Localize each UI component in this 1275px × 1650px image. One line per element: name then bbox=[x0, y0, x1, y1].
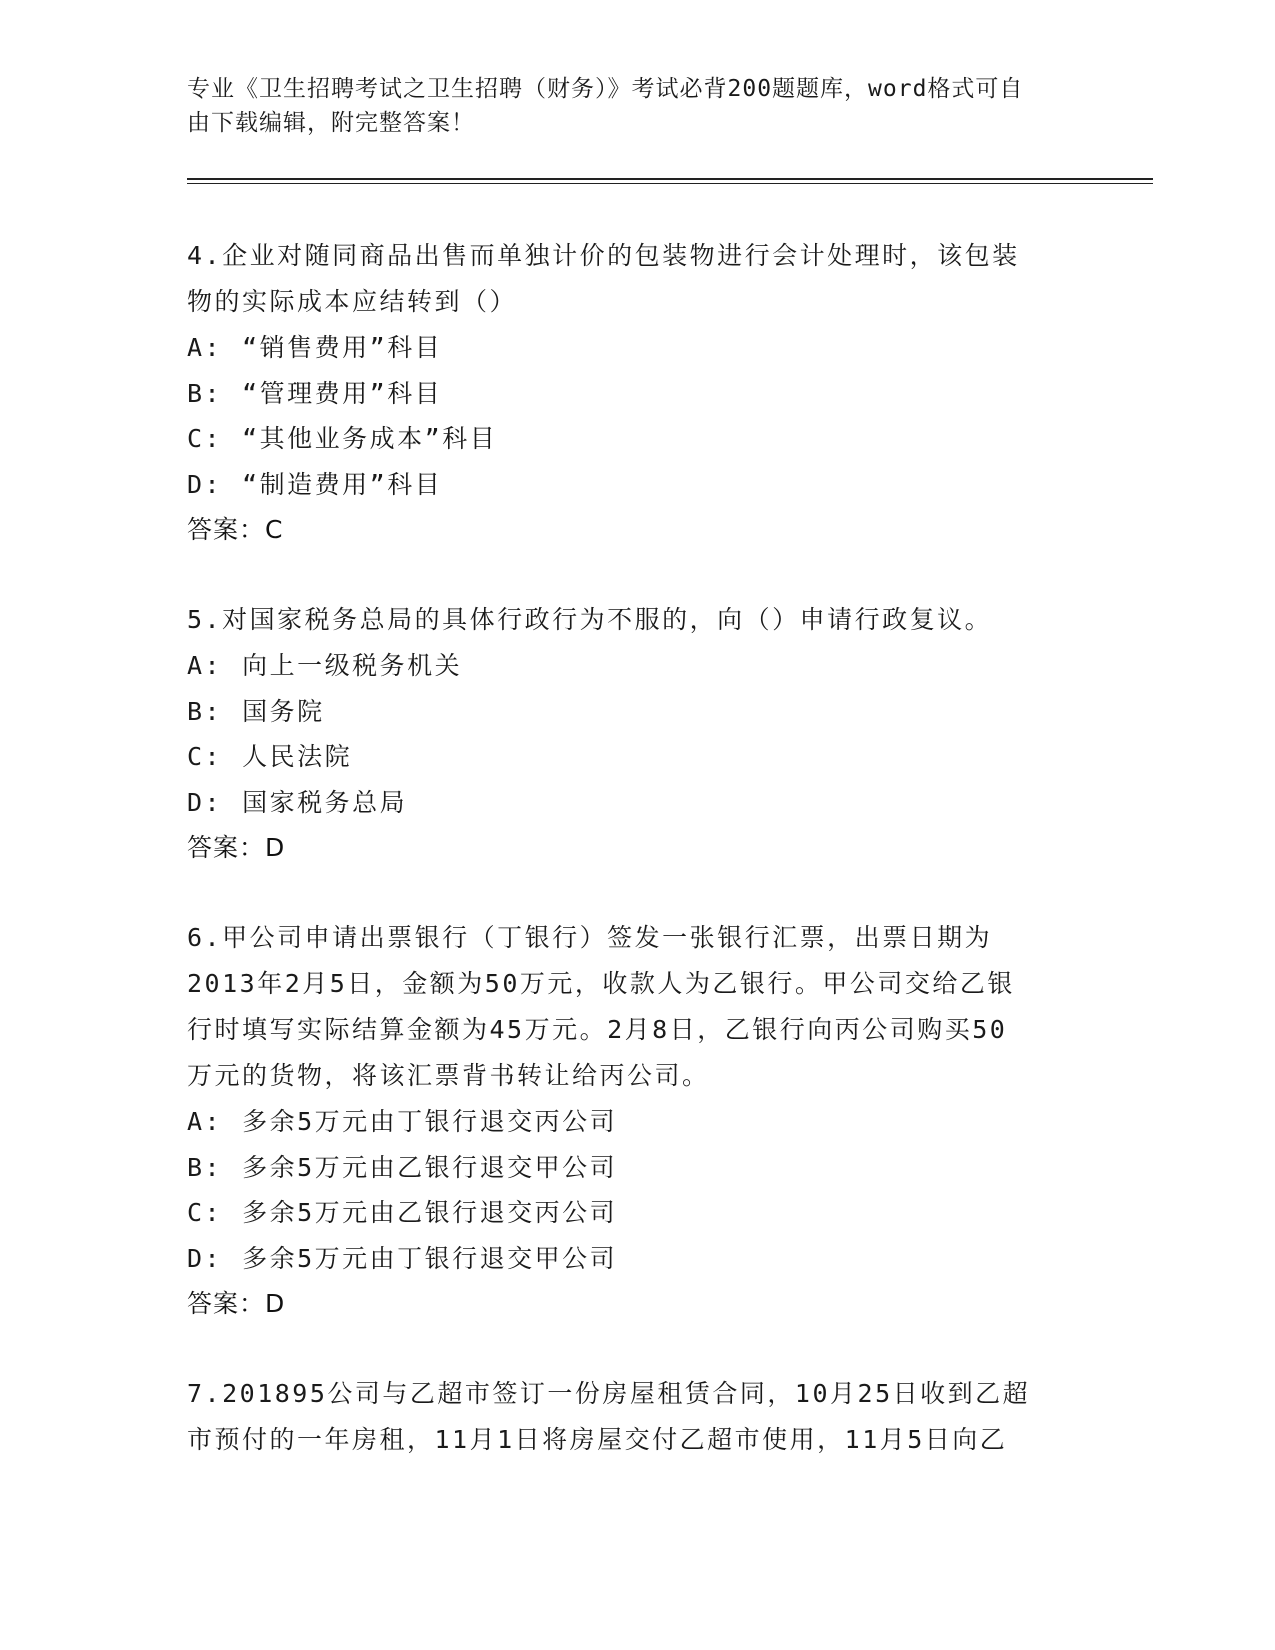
stem-line: 4.企业对随同商品出售而单独计价的包装物进行会计处理时，该包装 bbox=[187, 241, 1020, 270]
stem-line: 行时填写实际结算金额为45万元。2月8日，乙银行向丙公司购买50 bbox=[187, 1015, 1008, 1044]
stem-line: 6.甲公司申请出票银行（丁银行）签发一张银行汇票，出票日期为 bbox=[187, 923, 993, 952]
option-text: “管理费用”科目 bbox=[242, 378, 443, 408]
option-key: C: bbox=[187, 424, 223, 453]
option-key: D: bbox=[187, 787, 223, 817]
stem-line: 7.201895公司与乙超市签订一份房屋租赁合同，10月25日收到乙超 bbox=[187, 1379, 1031, 1408]
question-list bbox=[187, 233, 1087, 1508]
option-key: C: bbox=[187, 742, 223, 771]
option-key: A: bbox=[187, 1107, 223, 1136]
option-b bbox=[187, 371, 1087, 417]
option-text: 向上一级税务机关 bbox=[242, 651, 463, 680]
stem-line: 市预付的一年房租，11月1日将房屋交付乙超市使用，11月5日向乙 bbox=[187, 1425, 1008, 1454]
stem-line: 5.对国家税务总局的具体行政行为不服的，向（）申请行政复议。 bbox=[187, 605, 993, 634]
option-d bbox=[187, 462, 1087, 508]
question-stem bbox=[187, 597, 1087, 643]
question-6 bbox=[187, 915, 1087, 1326]
option-text: 多余5万元由丁银行退交甲公司 bbox=[242, 1243, 618, 1273]
option-key: B: bbox=[187, 696, 223, 726]
option-key: B: bbox=[187, 378, 223, 408]
answer: 答案：D bbox=[187, 1289, 286, 1318]
option-text: “其他业务成本”科目 bbox=[242, 424, 498, 453]
option-c bbox=[187, 734, 1087, 780]
option-text: “销售费用”科目 bbox=[242, 333, 443, 362]
stem-line: 万元的货物，将该汇票背书转让给丙公司。 bbox=[187, 1061, 710, 1090]
option-key: A: bbox=[187, 651, 223, 680]
option-a bbox=[187, 643, 1087, 689]
option-b bbox=[187, 1145, 1087, 1191]
question-4 bbox=[187, 233, 1087, 552]
option-text: 人民法院 bbox=[242, 742, 353, 771]
option-c bbox=[187, 416, 1087, 462]
option-key: A: bbox=[187, 333, 223, 362]
header-divider-thin bbox=[187, 183, 1153, 184]
document-header bbox=[187, 72, 1067, 140]
question-5 bbox=[187, 597, 1087, 870]
option-c bbox=[187, 1190, 1087, 1236]
header-line-2: 由下载编辑，附完整答案！ bbox=[187, 110, 475, 136]
option-text: “制造费用”科目 bbox=[242, 469, 443, 499]
question-7 bbox=[187, 1371, 1087, 1463]
option-key: D: bbox=[187, 469, 223, 499]
option-text: 国家税务总局 bbox=[242, 787, 408, 817]
option-a bbox=[187, 1099, 1087, 1145]
question-stem bbox=[187, 915, 1087, 1099]
option-key: C: bbox=[187, 1198, 223, 1227]
header-divider-thick bbox=[187, 178, 1153, 180]
answer: 答案：D bbox=[187, 833, 286, 862]
option-key: D: bbox=[187, 1243, 223, 1273]
stem-line: 2013年2月5日，金额为50万元，收款人为乙银行。甲公司交给乙银 bbox=[187, 969, 1015, 998]
header-line-1: 专业《卫生招聘考试之卫生招聘（财务）》考试必背200题题库，word格式可自 bbox=[187, 76, 1024, 102]
option-b bbox=[187, 689, 1087, 735]
option-d bbox=[187, 1236, 1087, 1282]
option-a bbox=[187, 325, 1087, 371]
option-d bbox=[187, 780, 1087, 826]
option-key: B: bbox=[187, 1152, 223, 1182]
answer: 答案：C bbox=[187, 515, 284, 544]
option-text: 多余5万元由乙银行退交丙公司 bbox=[242, 1198, 618, 1227]
option-text: 国务院 bbox=[242, 696, 325, 726]
stem-line: 物的实际成本应结转到（） bbox=[187, 287, 518, 316]
question-stem bbox=[187, 1371, 1087, 1463]
question-stem bbox=[187, 233, 1087, 325]
option-text: 多余5万元由丁银行退交丙公司 bbox=[242, 1107, 618, 1136]
option-text: 多余5万元由乙银行退交甲公司 bbox=[242, 1152, 618, 1182]
